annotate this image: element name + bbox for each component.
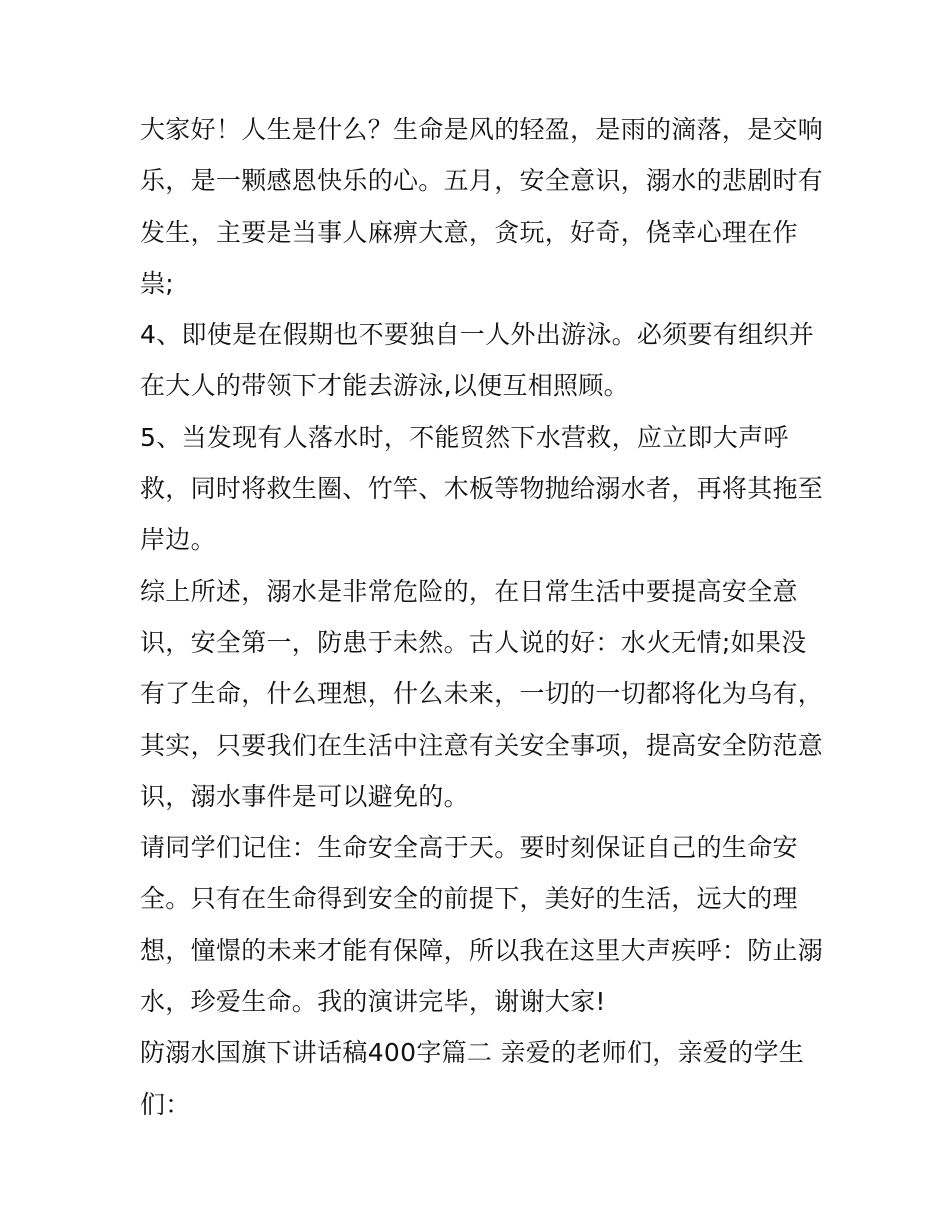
- text-line: 在大人的带领下才能去游泳,以便互相照顾。: [140, 371, 629, 401]
- document-body: [140, 104, 824, 1130]
- text-line: 识，安全第一，防患于未然。古人说的好：水火无情;如果没: [140, 627, 807, 657]
- text-line: 救，同时将救生圈、竹竿、木板等物抛给溺水者，再将其拖至: [140, 474, 824, 504]
- text-line: 4、即使是在假期也不要独自一人外出游泳。必须要有组织并: [140, 320, 815, 350]
- text-line: 综上所述，溺水是非常危险的，在日常生活中要提高安全意: [140, 576, 798, 606]
- text-line: 水，珍爱生命。我的演讲完毕，谢谢大家!: [140, 987, 606, 1017]
- text-line: 想，憧憬的未来才能有保障，所以我在这里大声疾呼：防止溺: [140, 935, 824, 965]
- text-line: 请同学们记住：生命安全高于天。要时刻保证自己的生命安: [140, 833, 798, 863]
- paragraph-summary: [140, 566, 824, 822]
- text-line: 乐，是一颗感恩快乐的心。五月，安全意识，溺水的悲剧时有: [140, 166, 824, 196]
- paragraph-item-5: [140, 412, 824, 566]
- text-line: 防溺水国旗下讲话稿400字篇二 亲爱的老师们，亲爱的学生: [140, 1038, 805, 1068]
- text-line: 们：: [140, 1089, 191, 1119]
- paragraph-closing: [140, 822, 824, 1027]
- text-line: 其实，只要我们在生活中注意有关安全事项，提高安全防范意: [140, 730, 824, 760]
- text-line: 岸边。: [140, 525, 216, 555]
- text-line: 祟;: [140, 268, 175, 298]
- text-line: 大家好！人生是什么？生命是风的轻盈，是雨的滴落，是交响: [140, 115, 824, 144]
- text-line: 发生，主要是当事人麻痹大意，贪玩，好奇，侥幸心理在作: [140, 217, 798, 247]
- text-line: 有了生命，什么理想，什么未来，一切的一切都将化为乌有，: [140, 679, 824, 709]
- text-line: 5、当发现有人落水时，不能贸然下水营救，应立即大声呼: [140, 422, 789, 452]
- paragraph-item-4: [140, 309, 820, 412]
- paragraph-intro: [140, 104, 824, 309]
- text-line: 识，溺水事件是可以避免的。: [140, 781, 469, 811]
- text-line: 全。只有在生命得到安全的前提下，美好的生活，远大的理: [140, 884, 798, 914]
- paragraph-next-section: [140, 1027, 820, 1130]
